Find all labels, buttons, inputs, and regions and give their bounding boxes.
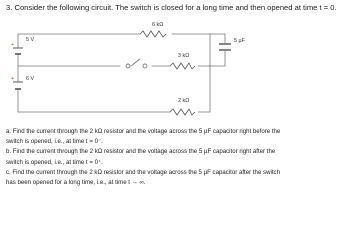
switch-blade: [131, 59, 140, 66]
switch-contact-left: [126, 64, 130, 68]
voltage-source-top: [13, 48, 23, 54]
question-parts: [6, 127, 348, 188]
part-c-line-2: has been opened for a long time, i.e., at time t → ∞.: [6, 179, 146, 187]
switch-contact-right: [143, 64, 147, 68]
part-a-line-2: switch is opened, i.e., at time t = 0⁻.: [6, 138, 103, 146]
source-bottom-label: 6 V: [26, 76, 35, 82]
resistor-2k: [170, 109, 195, 115]
capacitor-5uF: [219, 44, 231, 50]
source-top-label: 5 V: [26, 37, 35, 43]
plus-sign-bottom: +: [11, 76, 15, 82]
capacitor-label: 5 µF: [234, 38, 245, 44]
voltage-source-bottom: [13, 82, 23, 89]
part-a-line-1: a. Find the current through the 2 kΩ resistor and the voltage across the 5 µF capacitor right before the: [6, 128, 281, 135]
resistor-6k: [140, 31, 166, 37]
part-c-line-1: c. Find the current through the 2 kΩ resistor and the voltage across the 5 µF capacitor after the switch: [6, 168, 280, 176]
question-prompt: Consider the following circuit. The switch is closed for a long time and then opened at time t = 0.: [14, 3, 337, 12]
resistor-6k-label: 6 kΩ: [152, 22, 164, 28]
resistor-2k-label: 2 kΩ: [178, 98, 190, 104]
part-b-line-2: switch is opened, i.e., at time t = 0⁺.: [6, 158, 103, 166]
part-b-line-1: b. Find the current through the 2 kΩ resistor and the voltage across the 5 µF capacitor right after the: [6, 148, 276, 156]
question-number: 3.: [6, 3, 13, 12]
resistor-3k: [170, 63, 195, 69]
resistor-3k-label: 3 kΩ: [178, 53, 190, 59]
plus-sign-top: +: [11, 42, 15, 48]
